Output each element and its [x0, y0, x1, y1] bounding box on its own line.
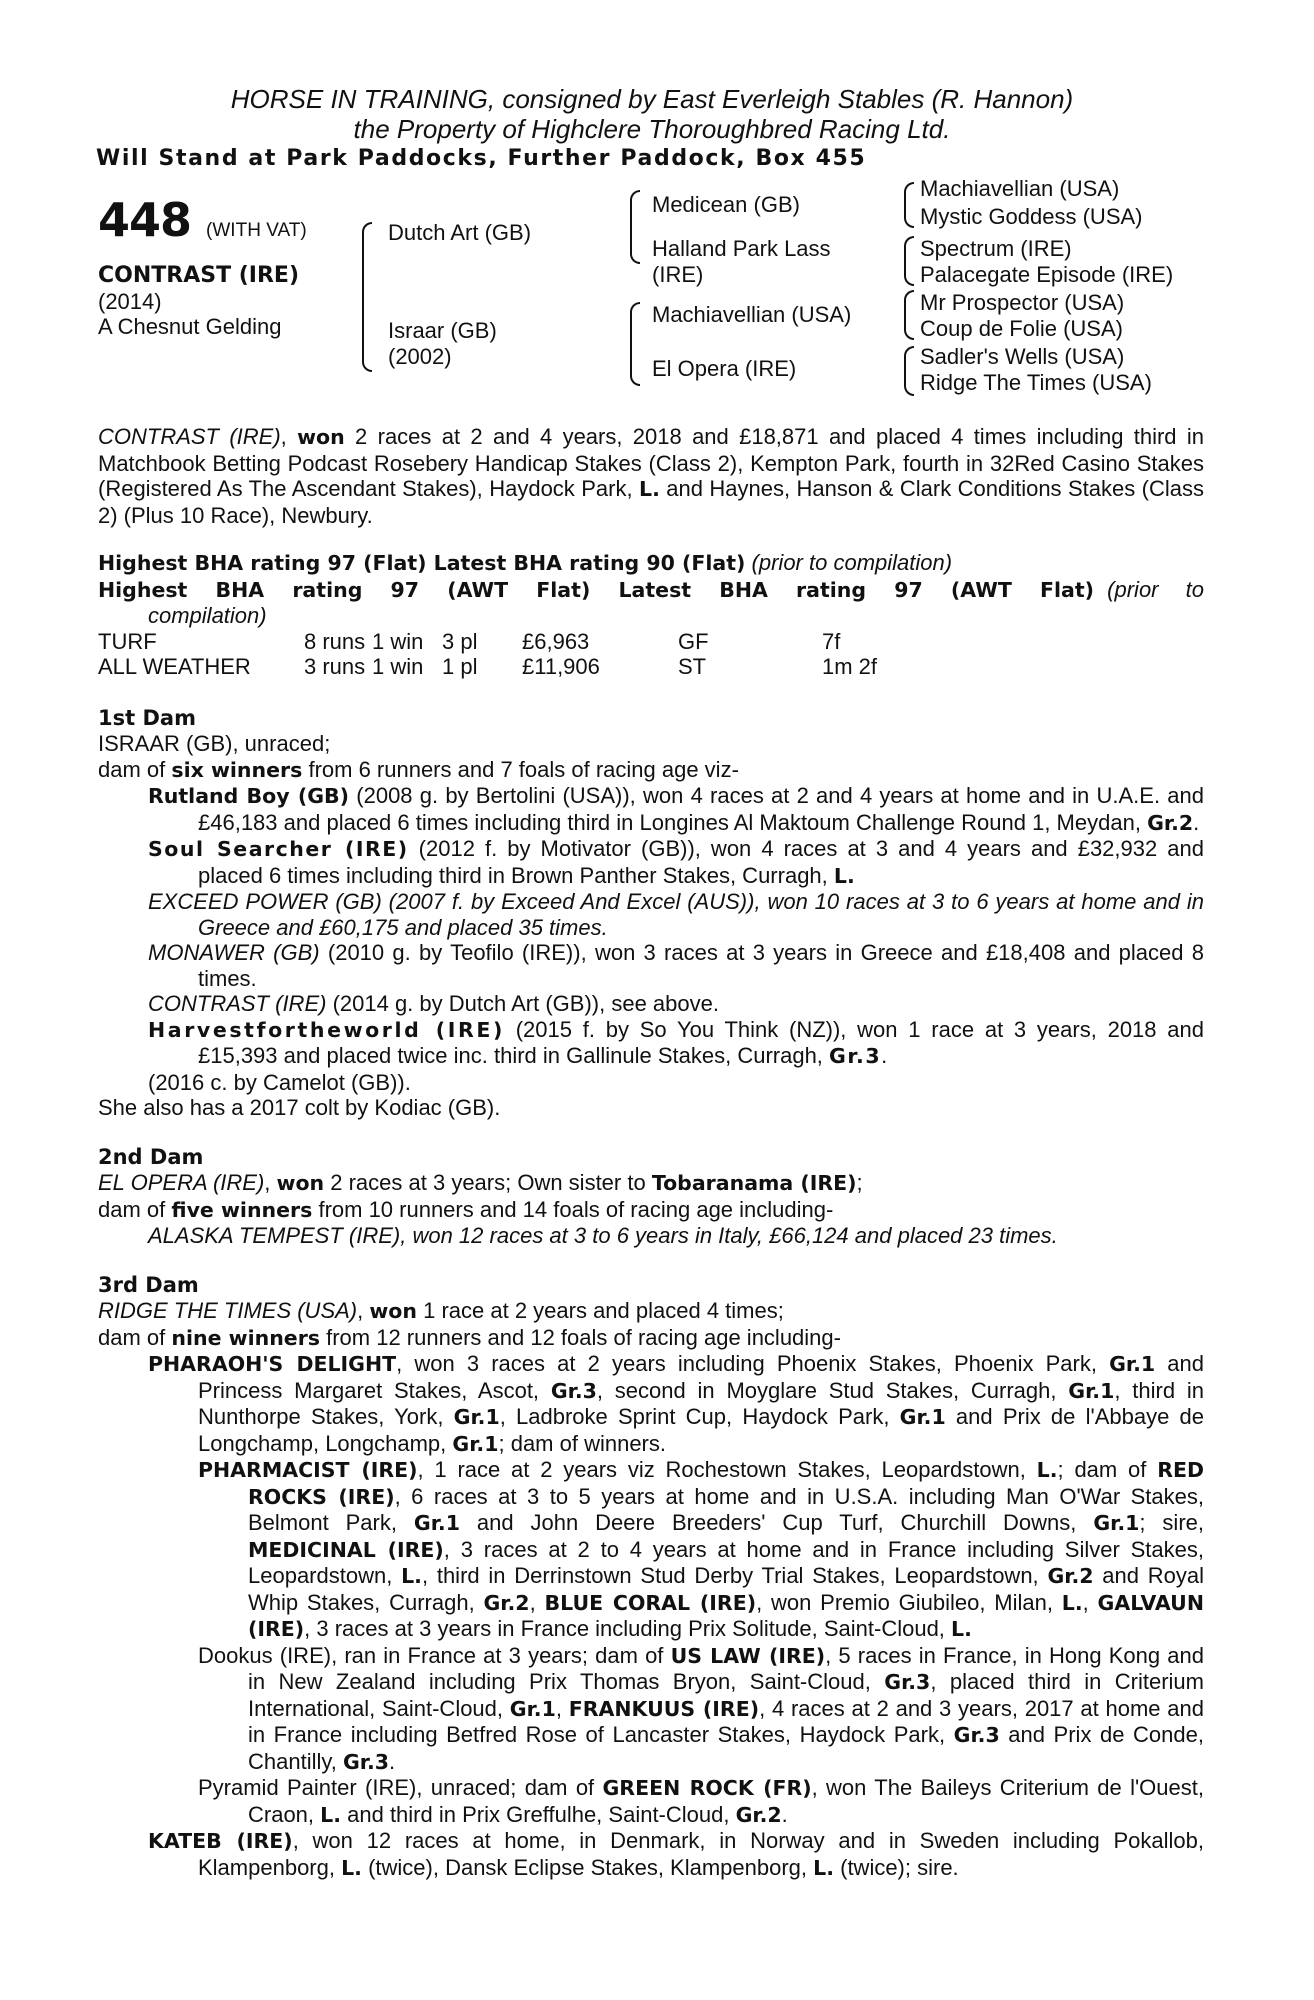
winners-count: five winners	[171, 1197, 313, 1222]
third-dam-name-line: RIDGE THE TIMES (USA), won 1 race at 2 years and placed 4 times;	[98, 1298, 784, 1323]
text: and Prix de l'Abbaye de Longchamp, Longchamp,	[198, 1404, 1204, 1456]
vat-note: (WITH VAT)	[206, 220, 307, 241]
ped-dam: Israar (GB)	[388, 318, 497, 343]
ped-sire-dam: Halland Park Lass	[652, 236, 831, 261]
text: , third in Nunthorpe Stakes, York,	[198, 1377, 1204, 1429]
text: 1 race at 2 years and placed 4 times;	[416, 1298, 784, 1323]
text: dam of	[98, 1324, 172, 1350]
produce-entry	[148, 783, 1204, 836]
lot-number-row	[98, 193, 368, 255]
awt-rating	[98, 577, 1204, 629]
text: ; dam of	[1057, 1457, 1158, 1482]
record-placed: 3 pl	[442, 628, 478, 654]
record-surface: ALL WEATHER	[98, 654, 251, 679]
pedigree-brace	[904, 346, 914, 396]
winners-count: six winners	[171, 757, 303, 782]
group-label: Gr.1	[1068, 1378, 1115, 1403]
text: , won The Baileys Criterium de l'Ouest, Craon,	[248, 1775, 1204, 1827]
record-going: ST	[678, 654, 707, 679]
text: (2012 f. by Motivator (GB)), won 4 races at 3 and 4 years and £32,932 and placed 6 times including third in Brown Panther Stakes, Curragh,	[198, 836, 1204, 888]
ped-g6: Coup de Folie (USA)	[920, 316, 1123, 341]
summary-horse-name: CONTRAST (IRE)	[98, 424, 281, 449]
produce-name: US LAW (IRE)	[670, 1643, 826, 1668]
foaling-year: (2014)	[98, 288, 162, 314]
record-distance: 7f	[822, 628, 841, 654]
group-label: Gr.3	[829, 1044, 882, 1068]
group-label: Gr.2	[483, 1590, 530, 1615]
text: , 5 races in France, in Hong Kong and in New Zealand including Prix Thomas Bryon, Saint-Cloud,	[248, 1642, 1204, 1694]
record-surface: TURF	[98, 628, 157, 654]
group-label: Gr.1	[452, 1431, 499, 1456]
listed-label: L.	[833, 863, 855, 888]
text: 2 races at 3 years; Own sister to	[324, 1170, 652, 1195]
lot-block	[98, 193, 368, 340]
produce-entry	[148, 1828, 1204, 1881]
record-going: GF	[678, 628, 709, 654]
produce-entry	[198, 1643, 1204, 1776]
dam-name: EL OPERA (IRE)	[98, 1170, 265, 1195]
group-label: Gr.2	[1047, 1564, 1094, 1588]
text: (twice); sire.	[834, 1854, 959, 1880]
produce-name: Soul Searcher (IRE)	[148, 837, 409, 861]
race-summary: CONTRAST (IRE), won 2 races at 2 and 4 years, 2018 and £18,871 and placed 4 times including third in Matchbook Betting Podcast Rosebery Handicap Stakes (Class 2), Kempton Park, fourth in 32Red Casino Stakes (Registered As The Ascendant Stakes), Haydock Park, L. and Haynes, Hanson & Clark Conditions Stakes (Class 2) (Plus 10 Race), Newbury.	[98, 424, 1204, 528]
text: dam of	[98, 1196, 172, 1222]
flat-rating	[98, 550, 1204, 577]
produce-name: PHARMACIST (IRE)	[198, 1458, 418, 1482]
listed-label: L.	[1036, 1458, 1058, 1482]
record-wins: 1 win	[372, 654, 424, 679]
text: (2008 g. by Bertolini (USA)), won 4 races at 2 and 4 years at home and in U.A.E. and £46,183 and placed 6 times including third in Longines Al Maktoum Challenge Round 1, Meydan,	[198, 783, 1204, 835]
text: , 6 races at 3 to 5 years at home and in U.S.A. including Man O'War Stakes, Belmont Park,	[248, 1483, 1205, 1535]
text: , 3 races at 2 to 4 years at home and in France including Silver Stakes, Leopardstown,	[248, 1536, 1204, 1588]
produce-entry	[198, 1775, 1204, 1828]
record-earnings: £11,906	[522, 654, 600, 679]
text: , won 12 races at home, in Denmark, in Norway and in Sweden including Pokallob, Klampenborg,	[198, 1828, 1204, 1880]
text: from 10 runners and 14 foals of racing age including-	[312, 1196, 834, 1222]
text: , second in Moyglare Stud Stakes, Curragh,	[596, 1377, 1069, 1403]
text: Pyramid Painter (IRE), unraced; dam of	[198, 1775, 603, 1800]
text: , 3 races at 3 years in France including Prix Solitude, Saint-Cloud,	[304, 1616, 952, 1641]
produce-note: She also has a 2017 colt by Kodiac (GB).	[98, 1095, 501, 1120]
third-dam-heading: 3rd Dam	[98, 1272, 199, 1297]
record-wins: 1 win	[372, 628, 424, 654]
text: dam of	[98, 756, 172, 782]
text: .	[1193, 809, 1200, 835]
sister-name: Tobaranama (IRE)	[651, 1171, 857, 1195]
text: , won Premio Giubileo, Milan,	[756, 1589, 1062, 1615]
produce-name: Harvestfortheworld (IRE)	[148, 1017, 505, 1042]
ped-g7: Sadler's Wells (USA)	[920, 344, 1125, 369]
group-label: Gr.3	[953, 1723, 1000, 1747]
text: , third in Derrinstown Stud Derby Trial Stakes, Leopardstown,	[421, 1563, 1048, 1588]
lot-header	[96, 84, 1208, 172]
group-label: Gr.3	[342, 1749, 390, 1774]
produce-entry	[148, 1351, 1204, 1457]
ped-g3: Spectrum (IRE)	[920, 236, 1072, 261]
text: and third in Prix Greffulhe, Saint-Cloud,	[341, 1801, 736, 1827]
produce-name: CONTRAST (IRE)	[148, 991, 327, 1016]
ped-g4: Palacegate Episode (IRE)	[920, 262, 1174, 287]
listed-label: L.	[341, 1855, 362, 1880]
produce-name: FRANKUUS (IRE)	[568, 1696, 760, 1721]
produce-name: GREEN ROCK (FR)	[602, 1776, 812, 1800]
produce-entry: ALASKA TEMPEST (IRE), won 12 races at 3 to 6 years in Italy, £66,124 and placed 23 times.	[148, 1223, 1058, 1248]
rating-note: (prior to compilation)	[148, 576, 1204, 628]
ped-sire: Dutch Art (GB)	[388, 220, 532, 245]
summary-text: and Haynes, Hanson & Clark Conditions Stakes (Class 2) (Plus 10 Race), Newbury.	[98, 476, 1204, 528]
rating-text: Highest BHA rating 97 (AWT Flat) Latest BHA rating 97 (AWT Flat)	[98, 577, 1095, 602]
produce-name: KATEB (IRE)	[148, 1829, 293, 1853]
text: , Ladbroke Sprint Cup, Haydock Park,	[499, 1404, 900, 1429]
third-dam-produce-summary	[98, 1325, 1204, 1352]
produce-name: Rutland Boy (GB)	[148, 784, 350, 808]
group-label: Gr.3	[550, 1378, 597, 1403]
text: and Princess Margaret Stakes, Ascot,	[198, 1351, 1205, 1403]
produce-name: BLUE CORAL (IRE)	[544, 1590, 757, 1615]
text: (2010 g. by Teofilo (IRE)), won 3 races at 3 years in Greece and £18,408 and placed 8 times.	[198, 940, 1204, 991]
owner-line: the Property of Highclere Thoroughbred Racing Ltd.	[353, 114, 951, 144]
lot-number: 448	[98, 193, 192, 247]
text: and Royal Whip Stakes, Curragh,	[248, 1563, 1204, 1615]
text: and John Deere Breeders' Cup Turf, Churchill Downs,	[459, 1510, 1094, 1535]
pedigree-brace	[904, 236, 914, 286]
ped-sire-dam-country: (IRE)	[652, 262, 704, 287]
produce-name: PHARAOH'S DELIGHT	[148, 1352, 397, 1376]
produce-entry: EXCEED POWER (GB) (2007 f. by Exceed And Excel (AUS)), won 10 races at 3 to 6 years at home and in Greece and £60,175 and placed 35 times.	[148, 889, 1204, 940]
ped-dam-year: (2002)	[388, 344, 452, 369]
group-label: Gr.1	[1093, 1511, 1140, 1535]
listed-label: L.	[813, 1855, 834, 1880]
text: (2014 g. by Dutch Art (GB)), see above.	[326, 991, 719, 1016]
record-earnings: £6,963	[522, 628, 590, 654]
second-dam-heading: 2nd Dam	[98, 1144, 204, 1169]
ped-dam-sire: Machiavellian (USA)	[652, 302, 852, 327]
text: (2015 f. by So You Think (NZ)), won 1 race at 3 years, 2018 and £15,393 and placed twice inc. third in Gallinule Stakes, Curragh,	[198, 1016, 1204, 1068]
stand-location: Will Stand at Park Paddocks, Further Paddock, Box 455	[96, 146, 867, 171]
listed-label: L.	[1061, 1590, 1083, 1615]
text: from 12 runners and 12 foals of racing age including-	[320, 1324, 841, 1350]
text: , won 3 races at 2 years including Phoenix Stakes, Phoenix Park,	[396, 1351, 1110, 1376]
group-label: Gr.2	[1147, 810, 1194, 835]
produce-name: MONAWER (GB)	[148, 940, 320, 965]
text: .	[881, 1043, 888, 1068]
text: .	[389, 1748, 396, 1774]
dam-name: RIDGE THE TIMES (USA)	[98, 1298, 358, 1323]
summary-text: 2 races at 2 and 4 years, 2018 and £18,871 and placed 4 times including third in Matchbook Betting Podcast Rosebery Handicap Stakes (Class 2), Kempton Park, fourth in 32Red Casino Stakes (Registered As The Ascendant Stakes), Haydock Park,	[98, 424, 1204, 501]
group-label: Gr.2	[735, 1802, 782, 1827]
listed-label: L.	[951, 1617, 972, 1641]
text: ,	[555, 1695, 569, 1721]
record-placed: 1 pl	[442, 654, 478, 679]
text: ;	[856, 1170, 863, 1195]
rating-note: (prior to compilation)	[751, 550, 953, 575]
catalogue-body	[98, 424, 1204, 1881]
record-runs: 8 runs	[304, 628, 366, 654]
horse-name: CONTRAST (IRE)	[98, 263, 300, 288]
winners-count: nine winners	[171, 1325, 320, 1350]
pedigree-brace	[362, 222, 372, 372]
produce-name: RED ROCKS (IRE)	[248, 1458, 1204, 1509]
text: ; sire,	[1139, 1510, 1204, 1535]
listed-label: L.	[639, 477, 660, 501]
group-label: Gr.1	[899, 1405, 946, 1429]
consignor-line: HORSE IN TRAINING, consigned by East Everleigh Stables (R. Hannon)	[230, 84, 1074, 114]
group-label: Gr.1	[1109, 1352, 1156, 1376]
text: from 6 runners and 7 foals of racing age viz-	[302, 756, 739, 782]
text: , 1 race at 2 years viz Rochestown Stakes, Leopardstown,	[417, 1457, 1037, 1482]
text: and Prix de Conde, Chantilly,	[248, 1722, 1204, 1774]
won-label: won	[297, 425, 345, 449]
produce-entry	[148, 940, 1204, 991]
produce-entry	[198, 1457, 1204, 1643]
pedigree-brace	[904, 290, 914, 340]
group-label: Gr.1	[453, 1405, 500, 1429]
race-record-table	[98, 629, 877, 680]
text: ,	[1082, 1589, 1098, 1615]
text: ,	[529, 1589, 545, 1615]
ped-g1: Machiavellian (USA)	[920, 176, 1120, 201]
produce-name: MEDICINAL (IRE)	[248, 1537, 444, 1562]
group-label: Gr.1	[413, 1511, 460, 1535]
first-dam-heading: 1st Dam	[98, 705, 196, 730]
race-record-row	[98, 629, 877, 655]
text: Dookus (IRE), ran in France at 3 years; dam of	[198, 1642, 671, 1668]
won-label: won	[369, 1299, 417, 1323]
first-dam-produce-summary	[98, 757, 1204, 784]
ped-g8: Ridge The Times (USA)	[920, 370, 1152, 395]
text: , placed third in Criterium International, Saint-Cloud,	[248, 1669, 1204, 1721]
text: .	[781, 1801, 788, 1827]
produce-entry: (2016 c. by Camelot (GB)).	[148, 1069, 411, 1095]
second-dam-produce-summary	[98, 1197, 1204, 1224]
text: (twice), Dansk Eclipse Stakes, Klampenborg,	[361, 1854, 814, 1880]
rating-text: Highest BHA rating 97 (Flat) Latest BHA rating 90 (Flat)	[98, 551, 746, 575]
listed-label: L.	[320, 1802, 342, 1827]
first-dam-name: ISRAAR (GB), unraced;	[98, 731, 331, 756]
group-label: Gr.1	[509, 1696, 556, 1721]
listed-label: L.	[401, 1564, 422, 1588]
produce-name: GALVAUN (IRE)	[248, 1590, 1204, 1641]
won-label: won	[276, 1171, 325, 1195]
text: ; dam of winners.	[498, 1430, 666, 1456]
ped-g5: Mr Prospector (USA)	[920, 290, 1125, 315]
produce-entry	[148, 1017, 1204, 1070]
race-record-row	[98, 654, 877, 680]
pedigree-brace	[904, 182, 914, 228]
produce-entry	[148, 836, 1204, 889]
second-dam-name-line: EL OPERA (IRE), won 2 races at 3 years; Own sister to Tobaranama (IRE);	[98, 1170, 863, 1195]
record-distance: 1m 2f	[822, 654, 878, 679]
text: , 4 races at 2 and 3 years, 2017 at home and in France including Betfred Rose of Lancaster Stakes, Haydock Park,	[248, 1695, 1205, 1747]
ped-sire-sire: Medicean (GB)	[652, 192, 800, 217]
record-runs: 3 runs	[304, 654, 366, 679]
pedigree-brace	[630, 190, 640, 264]
group-label: Gr.3	[884, 1670, 931, 1694]
ped-g2: Mystic Goddess (USA)	[920, 204, 1143, 229]
horse-description: A Chesnut Gelding	[98, 314, 282, 339]
ratings	[98, 550, 1204, 629]
pedigree-brace	[630, 302, 640, 386]
ped-dam-dam: El Opera (IRE)	[652, 356, 797, 381]
produce-entry	[148, 991, 1204, 1017]
